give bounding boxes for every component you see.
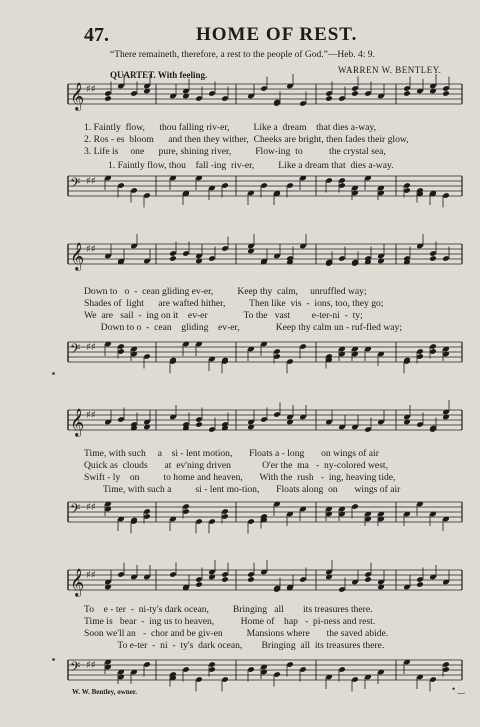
- key-signature-icon: ♯♯: [86, 342, 96, 353]
- lyric-line-verse-1: Down to o - cean gliding ev-er, Keep thy calm, unruffled way;: [84, 286, 367, 297]
- lyric-line-verse-2: Time is bear - ing us to heaven, Home of hap - pi-ness and rest.: [84, 616, 376, 627]
- lyric-line-verse-1: To e - ter - ni-ty's dark ocean, Bringing all its treasures there.: [84, 604, 373, 615]
- key-signature-icon: ♯♯: [86, 502, 96, 513]
- note-head: [416, 581, 424, 588]
- lyric-line-verse-2: 2. Ros - es bloom and then they wither, Cheeks are bright, then fades their glow,: [84, 134, 409, 145]
- key-signature-icon: ♯♯: [86, 244, 96, 255]
- treble-staff-1: [60, 80, 470, 120]
- note-head: [429, 255, 437, 262]
- note-head: [169, 255, 177, 262]
- lyric-line-verse-1: 1. Faintly flow, thou falling riv-er, Like a dream that dies a-way,: [84, 122, 376, 133]
- note-head: [195, 581, 203, 588]
- lyric-line-verse-3: Swift - ly on to home and heaven, With the rush - ing, heaving tide,: [84, 472, 396, 483]
- music-system-2: [60, 232, 470, 382]
- lyric-line-bass-echo: Time, with such a si - lent mo-tion, Floats along on wings of air: [84, 484, 401, 495]
- bass-clef-icon: 𝄢: [70, 341, 81, 360]
- lyric-line-verse-3: We are sail - ing on it ev-er To the vast e-ter-ni - ty;: [84, 310, 363, 321]
- bass-clef-icon: 𝄢: [70, 501, 81, 520]
- scripture-epigraph: “There remaineth, therefore, a rest to the people of God.”—Heb. 4: 9.: [110, 50, 375, 60]
- lyric-line-bass-echo: 1. Faintly flow, thou fall -ing riv-er, Like a dream that dies a-way.: [84, 160, 394, 171]
- lyric-line-verse-2: Quick as clouds at ev'ning driven O'er the ma - ny-colored west,: [84, 460, 388, 471]
- treble-staff-2: [60, 240, 470, 280]
- music-system-4: [60, 560, 470, 690]
- lyric-line-bass-echo: To e-ter - ni - ty's dark ocean, Bringing all its treasures there.: [84, 640, 385, 651]
- note-head: [247, 576, 255, 583]
- treble-staff-3: [60, 406, 470, 446]
- treble-clef-icon: 𝄞: [70, 408, 85, 436]
- lyric-line-verse-2: Shades of light are wafted hither, Then like vis - ions, too, they go;: [84, 298, 384, 309]
- bass-staff-2: [60, 338, 470, 378]
- bass-clef-icon: 𝄢: [70, 659, 81, 678]
- page-speck: [52, 372, 55, 375]
- treble-clef-icon: 𝄞: [70, 242, 85, 270]
- composer-credit: WARREN W. BENTLEY.: [338, 65, 442, 75]
- copyright-owner: W. W. Bentley, owner.: [72, 688, 138, 696]
- treble-staff-4: [60, 566, 470, 606]
- treble-clef-icon: 𝄞: [70, 568, 85, 596]
- note-head: [403, 90, 411, 97]
- bass-staff-1: [60, 172, 470, 212]
- key-signature-icon: ♯♯: [86, 176, 96, 187]
- lyric-line-verse-1: Time, with such a si - lent motion, Floats a - long on wings of air: [84, 448, 379, 459]
- key-signature-icon: ♯♯: [86, 660, 96, 671]
- note-head: [351, 90, 359, 97]
- hymn-title: HOME OF REST.: [196, 24, 358, 45]
- page-ornament: • ‿: [452, 684, 465, 694]
- note-head: [104, 95, 112, 102]
- music-system-1: [60, 72, 470, 222]
- tempo-marking: QUARTET. With feeling.: [110, 70, 208, 80]
- note-head: [221, 576, 229, 583]
- note-head: [442, 90, 450, 97]
- treble-clef-icon: 𝄞: [70, 82, 85, 110]
- bass-staff-4: [60, 656, 470, 686]
- page-speck: [52, 658, 55, 661]
- key-signature-icon: ♯♯: [86, 570, 96, 581]
- hymn-number: 47.: [84, 24, 109, 46]
- lyric-line-bass-echo: Down to o - cean gliding ev-er, Keep thy calm un - ruf-fled way;: [84, 322, 402, 333]
- bass-staff-3: [60, 498, 470, 538]
- key-signature-icon: ♯♯: [86, 410, 96, 421]
- music-system-3: [60, 398, 470, 548]
- bass-clef-icon: 𝄢: [70, 175, 81, 194]
- lyric-line-verse-3: 3. Life is one pure, shining river, Flow-ing to the crystal sea,: [84, 146, 386, 157]
- lyric-line-verse-3: Soon we'll an - chor and be giv-en Mansions where the saved abide.: [84, 628, 389, 639]
- note-head: [195, 421, 203, 428]
- note-head: [364, 576, 372, 583]
- note-head: [325, 95, 333, 102]
- key-signature-icon: ♯♯: [86, 84, 96, 95]
